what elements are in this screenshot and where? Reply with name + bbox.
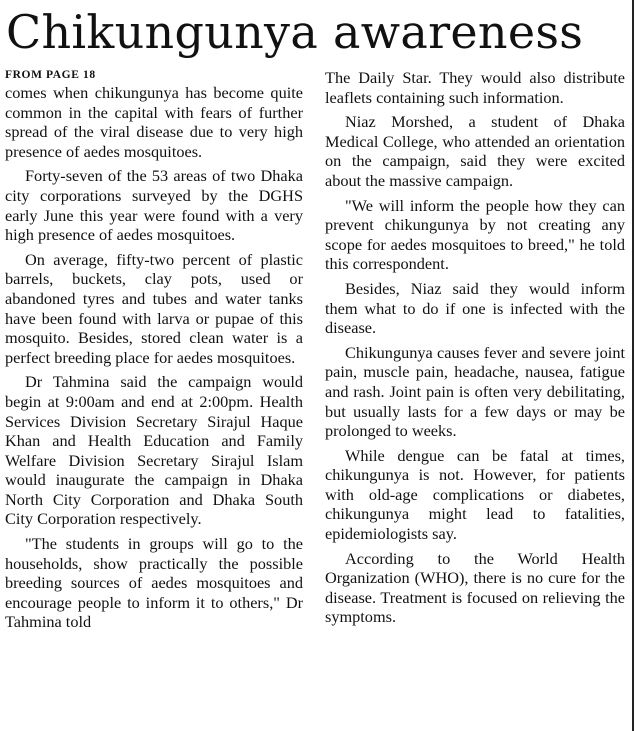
left-column	[5, 68, 303, 637]
right-column	[325, 68, 625, 632]
page-border	[632, 0, 634, 731]
jump-label: FROM PAGE 18	[5, 69, 96, 81]
paragraph: Dr Tahmina said the campaign would begin at 9:00am and end at 2:00pm. Health Services Division Secretary Sirajul Haque Khan and Health Education and Family Welfare Division Secretary Sirajul Islam would inaugurate the campaign in Dhaka North City Corporation and Dhaka South City Corporation respectively.	[5, 372, 303, 529]
paragraph: Niaz Morshed, a student of Dhaka Medical College, who attended an orientation on the campaign, said they were excited about the massive campaign.	[325, 112, 625, 190]
paragraph: While dengue can be fatal at times, chikungunya is not. However, for patients with old-age complications or diabetes, chikungunya might lead to fatalities, epidemiologists say.	[325, 445, 625, 544]
paragraph: "We will inform the people how they can prevent chikungunya by not creating any scope for aedes mosquitoes to breed," he told this correspondent.	[325, 195, 625, 274]
paragraph: According to the World Health Organization (WHO), there is no cure for the disease. Treatment is focused on relieving the symptoms.	[325, 548, 625, 627]
paragraph: The Daily Star. They would also distribute leaflets containing such information.	[325, 68, 625, 107]
paragraph: On average, fifty-two percent of plastic barrels, buckets, clay pots, used or abandoned tyres and tubes and water tanks have been found with larva or pupae of this mosquito. Besides, stored clean water is a perfect breeding place for aedes mosquitoes.	[5, 249, 303, 367]
paragraph: comes when chikungunya has become quite common in the capital with fears of further spread of the viral disease due to very high presence of aedes mosquitoes.	[5, 83, 303, 161]
headline: Chikungunya awareness	[6, 5, 584, 59]
paragraph: "The students in groups will go to the households, show practically the possible breeding sources of aedes mosquitoes and encourage people to inform it to others," Dr Tahmina told	[5, 534, 303, 632]
paragraph: Forty-seven of the 53 areas of two Dhaka city corporations surveyed by the DGHS early June this year were found with a very high presence of aedes mosquitoes.	[5, 166, 303, 245]
paragraph: Chikungunya causes fever and severe joint pain, muscle pain, headache, nausea, fatigue and rash. Joint pain is often very debilitating, but usually lasts for a few days or may be prolonged to weeks.	[325, 342, 625, 441]
paragraph: Besides, Niaz said they would inform them what to do if one is infected with the disease.	[325, 278, 625, 338]
